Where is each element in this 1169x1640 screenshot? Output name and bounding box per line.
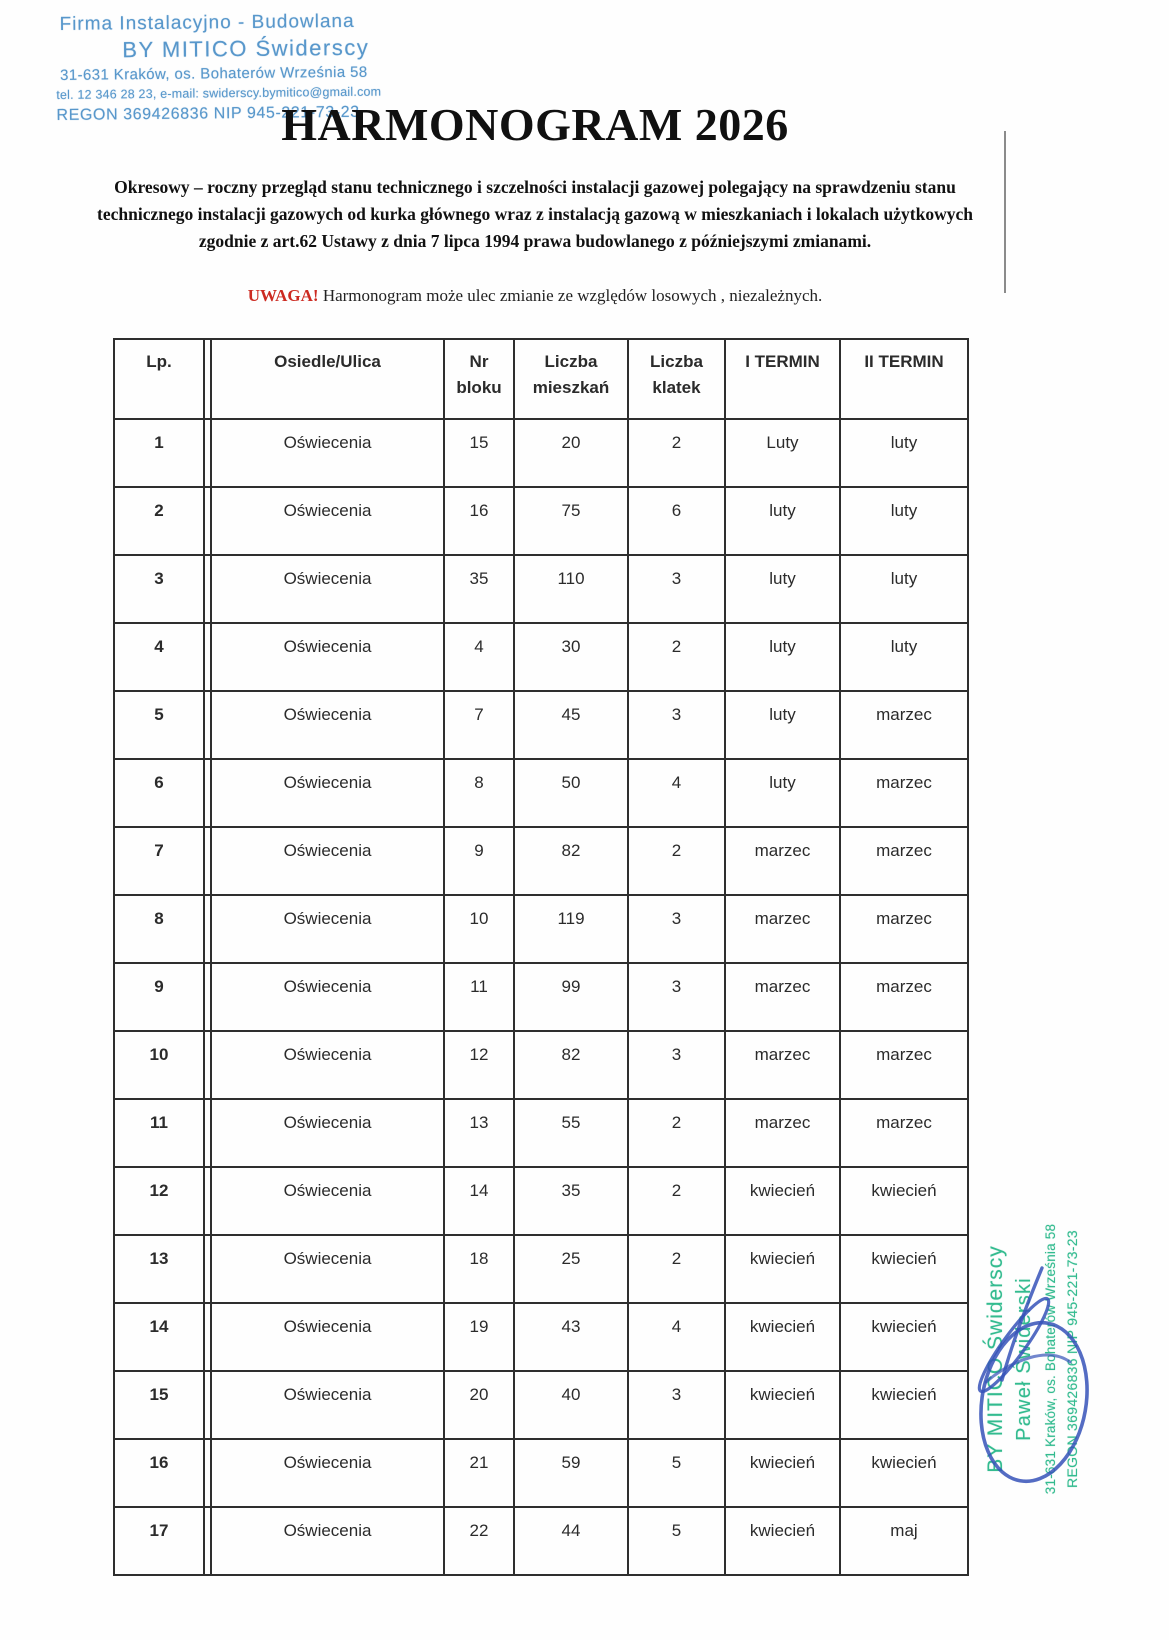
notice-line	[95, 286, 975, 306]
cell-liczba-klatek: 4	[628, 1303, 725, 1371]
cell-nr-bloku: 20	[444, 1371, 514, 1439]
cell-osiedle-ulica: Oświecenia	[211, 1099, 444, 1167]
cell-termin-1: luty	[725, 691, 840, 759]
cell-nr-bloku: 12	[444, 1031, 514, 1099]
double-rule	[204, 1507, 211, 1575]
header-row	[114, 339, 968, 419]
cell-osiedle-ulica: Oświecenia	[211, 1167, 444, 1235]
cell-lp: 17	[114, 1507, 204, 1575]
cell-termin-1: luty	[725, 759, 840, 827]
double-rule	[204, 1439, 211, 1507]
double-rule	[204, 339, 211, 419]
col-header-liczba-klatek: Liczba klatek	[628, 339, 725, 419]
stamp2-regon-nip: REGON 369426836 NIP 945-221-73-23	[1064, 1230, 1081, 1488]
table-row	[114, 1099, 968, 1167]
cell-lp: 14	[114, 1303, 204, 1371]
double-rule	[204, 895, 211, 963]
cell-termin-2: luty	[840, 487, 968, 555]
cell-osiedle-ulica: Oświecenia	[211, 555, 444, 623]
table-row	[114, 1031, 968, 1099]
cell-osiedle-ulica: Oświecenia	[211, 419, 444, 487]
table-row	[114, 555, 968, 623]
cell-lp: 3	[114, 555, 204, 623]
cell-termin-1: kwiecień	[725, 1303, 840, 1371]
cell-liczba-klatek: 6	[628, 487, 725, 555]
cell-termin-1: luty	[725, 555, 840, 623]
cell-liczba-klatek: 2	[628, 419, 725, 487]
cell-lp: 13	[114, 1235, 204, 1303]
cell-nr-bloku: 14	[444, 1167, 514, 1235]
cell-nr-bloku: 15	[444, 419, 514, 487]
table-row	[114, 963, 968, 1031]
cell-termin-1: luty	[725, 487, 840, 555]
col-header-osiedle-ulica: Osiedle/Ulica	[211, 339, 444, 419]
cell-liczba-mieszkan: 55	[514, 1099, 628, 1167]
table-row	[114, 419, 968, 487]
table-row	[114, 895, 968, 963]
double-rule	[204, 623, 211, 691]
table-row	[114, 1507, 968, 1575]
cell-liczba-mieszkan: 99	[514, 963, 628, 1031]
cell-termin-1: marzec	[725, 963, 840, 1031]
cell-osiedle-ulica: Oświecenia	[211, 487, 444, 555]
double-rule	[204, 827, 211, 895]
stamp-company-address: 31-631 Kraków, os. Bohaterów Września 58	[59, 63, 368, 85]
cell-lp: 10	[114, 1031, 204, 1099]
cell-lp: 6	[114, 759, 204, 827]
cell-termin-1: kwiecień	[725, 1167, 840, 1235]
table-row	[114, 1371, 968, 1439]
table-row	[114, 1235, 968, 1303]
cell-nr-bloku: 16	[444, 487, 514, 555]
stamp-company-name: BY MITICO Świderscy	[122, 34, 370, 63]
double-rule	[204, 1031, 211, 1099]
double-rule	[204, 1371, 211, 1439]
col-header-lp: Lp.	[114, 339, 204, 419]
double-rule	[204, 419, 211, 487]
cell-osiedle-ulica: Oświecenia	[211, 1031, 444, 1099]
cell-osiedle-ulica: Oświecenia	[211, 759, 444, 827]
cell-nr-bloku: 18	[444, 1235, 514, 1303]
cell-liczba-mieszkan: 59	[514, 1439, 628, 1507]
double-rule	[204, 1235, 211, 1303]
cell-lp: 12	[114, 1167, 204, 1235]
cell-termin-1: kwiecień	[725, 1371, 840, 1439]
cell-nr-bloku: 10	[444, 895, 514, 963]
cell-osiedle-ulica: Oświecenia	[211, 1303, 444, 1371]
table-row	[114, 691, 968, 759]
stamp-company-regon-nip: REGON 369426836 NIP 945-221-73-23	[56, 103, 360, 124]
cell-liczba-klatek: 3	[628, 1031, 725, 1099]
cell-liczba-klatek: 3	[628, 691, 725, 759]
cell-termin-2: luty	[840, 419, 968, 487]
cell-termin-1: kwiecień	[725, 1439, 840, 1507]
double-rule	[204, 555, 211, 623]
col-header-termin-2: II TERMIN	[840, 339, 968, 419]
cell-termin-2: marzec	[840, 1099, 968, 1167]
cell-termin-1: luty	[725, 623, 840, 691]
cell-lp: 9	[114, 963, 204, 1031]
double-rule	[204, 1303, 211, 1371]
schedule-table-head	[114, 339, 968, 419]
cell-liczba-mieszkan: 43	[514, 1303, 628, 1371]
cell-termin-2: marzec	[840, 827, 968, 895]
cell-liczba-mieszkan: 20	[514, 419, 628, 487]
table-row	[114, 1303, 968, 1371]
cell-nr-bloku: 21	[444, 1439, 514, 1507]
cell-liczba-klatek: 2	[628, 1099, 725, 1167]
double-rule	[204, 963, 211, 1031]
cell-liczba-klatek: 4	[628, 759, 725, 827]
stamp2-company-name: BY MITICO Świderscy	[984, 1245, 1007, 1473]
cell-termin-2: marzec	[840, 963, 968, 1031]
cell-liczba-mieszkan: 45	[514, 691, 628, 759]
cell-osiedle-ulica: Oświecenia	[211, 895, 444, 963]
notice-warning-label: UWAGA!	[247, 286, 319, 305]
cell-lp: 16	[114, 1439, 204, 1507]
cell-lp: 4	[114, 623, 204, 691]
cell-liczba-mieszkan: 30	[514, 623, 628, 691]
col-header-termin-1: I TERMIN	[725, 339, 840, 419]
cell-osiedle-ulica: Oświecenia	[211, 691, 444, 759]
cell-termin-2: kwiecień	[840, 1371, 968, 1439]
cell-lp: 15	[114, 1371, 204, 1439]
cell-nr-bloku: 19	[444, 1303, 514, 1371]
cell-osiedle-ulica: Oświecenia	[211, 1439, 444, 1507]
cell-nr-bloku: 35	[444, 555, 514, 623]
cell-osiedle-ulica: Oświecenia	[211, 1371, 444, 1439]
page-title: HARMONOGRAM 2026	[281, 99, 789, 150]
cell-termin-2: luty	[840, 623, 968, 691]
cell-nr-bloku: 13	[444, 1099, 514, 1167]
cell-lp: 2	[114, 487, 204, 555]
cell-liczba-klatek: 5	[628, 1439, 725, 1507]
cell-termin-1: kwiecień	[725, 1235, 840, 1303]
cell-liczba-klatek: 2	[628, 1235, 725, 1303]
cell-liczba-klatek: 2	[628, 1167, 725, 1235]
cell-termin-2: kwiecień	[840, 1235, 968, 1303]
cell-nr-bloku: 22	[444, 1507, 514, 1575]
cell-termin-2: marzec	[840, 759, 968, 827]
stamp2-address: 31-631 Kraków, os. Bohaterów Września 58	[1043, 1223, 1059, 1495]
cell-termin-1: kwiecień	[725, 1507, 840, 1575]
cell-termin-1: marzec	[725, 827, 840, 895]
cell-liczba-klatek: 5	[628, 1507, 725, 1575]
double-rule	[204, 759, 211, 827]
cell-liczba-mieszkan: 75	[514, 487, 628, 555]
cell-liczba-mieszkan: 44	[514, 1507, 628, 1575]
intro-paragraph: Okresowy – roczny przegląd stanu technicznego i szczelności instalacji gazowej polegający na sprawdzeniu stanu technicznego instalacji gazowych od kurka głównego wraz z instalacją gazową w mieszkaniach i lokalach użytkowych zgodnie z art.62 Ustawy z dnia 7 lipca 1994 prawa budowlanego z późniejszymi zmianami.	[97, 177, 973, 251]
table-row	[114, 759, 968, 827]
cell-liczba-mieszkan: 82	[514, 1031, 628, 1099]
cell-termin-2: marzec	[840, 691, 968, 759]
cell-lp: 5	[114, 691, 204, 759]
cell-nr-bloku: 7	[444, 691, 514, 759]
cell-liczba-klatek: 2	[628, 827, 725, 895]
notice-text: Harmonogram może ulec zmianie ze względów losowych , niezależnych.	[318, 286, 823, 305]
schedule-table-body	[114, 419, 968, 1575]
cell-osiedle-ulica: Oświecenia	[211, 963, 444, 1031]
double-rule	[204, 1167, 211, 1235]
col-header-nr-bloku: Nr bloku	[444, 339, 514, 419]
cell-liczba-mieszkan: 25	[514, 1235, 628, 1303]
cell-termin-1: marzec	[725, 1099, 840, 1167]
cell-termin-2: kwiecień	[840, 1167, 968, 1235]
cell-nr-bloku: 11	[444, 963, 514, 1031]
col-header-liczba-mieszkan: Liczba mieszkań	[514, 339, 628, 419]
double-rule	[204, 1099, 211, 1167]
table-row	[114, 1167, 968, 1235]
cell-liczba-klatek: 3	[628, 895, 725, 963]
cell-osiedle-ulica: Oświecenia	[211, 623, 444, 691]
cell-liczba-mieszkan: 110	[514, 555, 628, 623]
stamp-company-contact: tel. 12 346 28 23, e-mail: swiderscy.bymitico@gmail.com	[56, 84, 382, 103]
stamp2-person-name: Paweł Świderski	[1013, 1277, 1036, 1441]
cell-liczba-klatek: 3	[628, 555, 725, 623]
cell-lp: 8	[114, 895, 204, 963]
cell-termin-2: marzec	[840, 1031, 968, 1099]
cell-termin-2: marzec	[840, 895, 968, 963]
cell-osiedle-ulica: Oświecenia	[211, 827, 444, 895]
table-row	[114, 827, 968, 895]
stamp-company-type: Firma Instalacyjno - Budowlana	[59, 10, 355, 35]
cell-liczba-mieszkan: 40	[514, 1371, 628, 1439]
cell-liczba-klatek: 3	[628, 1371, 725, 1439]
cell-nr-bloku: 4	[444, 623, 514, 691]
signature-scribble	[952, 1242, 1122, 1487]
cell-nr-bloku: 9	[444, 827, 514, 895]
cell-liczba-klatek: 2	[628, 623, 725, 691]
double-rule	[204, 691, 211, 759]
cell-liczba-klatek: 3	[628, 963, 725, 1031]
cell-lp: 7	[114, 827, 204, 895]
cell-termin-2: maj	[840, 1507, 968, 1575]
cell-termin-1: marzec	[725, 1031, 840, 1099]
cell-termin-2: kwiecień	[840, 1303, 968, 1371]
scan-artifact-line	[1004, 131, 1006, 293]
table-row	[114, 623, 968, 691]
cell-nr-bloku: 8	[444, 759, 514, 827]
schedule-table	[113, 338, 969, 1576]
cell-liczba-mieszkan: 50	[514, 759, 628, 827]
cell-termin-1: Luty	[725, 419, 840, 487]
cell-osiedle-ulica: Oświecenia	[211, 1507, 444, 1575]
table-row	[114, 487, 968, 555]
cell-lp: 1	[114, 419, 204, 487]
cell-osiedle-ulica: Oświecenia	[211, 1235, 444, 1303]
double-rule	[204, 487, 211, 555]
cell-lp: 11	[114, 1099, 204, 1167]
cell-termin-2: kwiecień	[840, 1439, 968, 1507]
cell-liczba-mieszkan: 82	[514, 827, 628, 895]
table-row	[114, 1439, 968, 1507]
cell-liczba-mieszkan: 119	[514, 895, 628, 963]
cell-liczba-mieszkan: 35	[514, 1167, 628, 1235]
cell-termin-2: luty	[840, 555, 968, 623]
cell-termin-1: marzec	[725, 895, 840, 963]
